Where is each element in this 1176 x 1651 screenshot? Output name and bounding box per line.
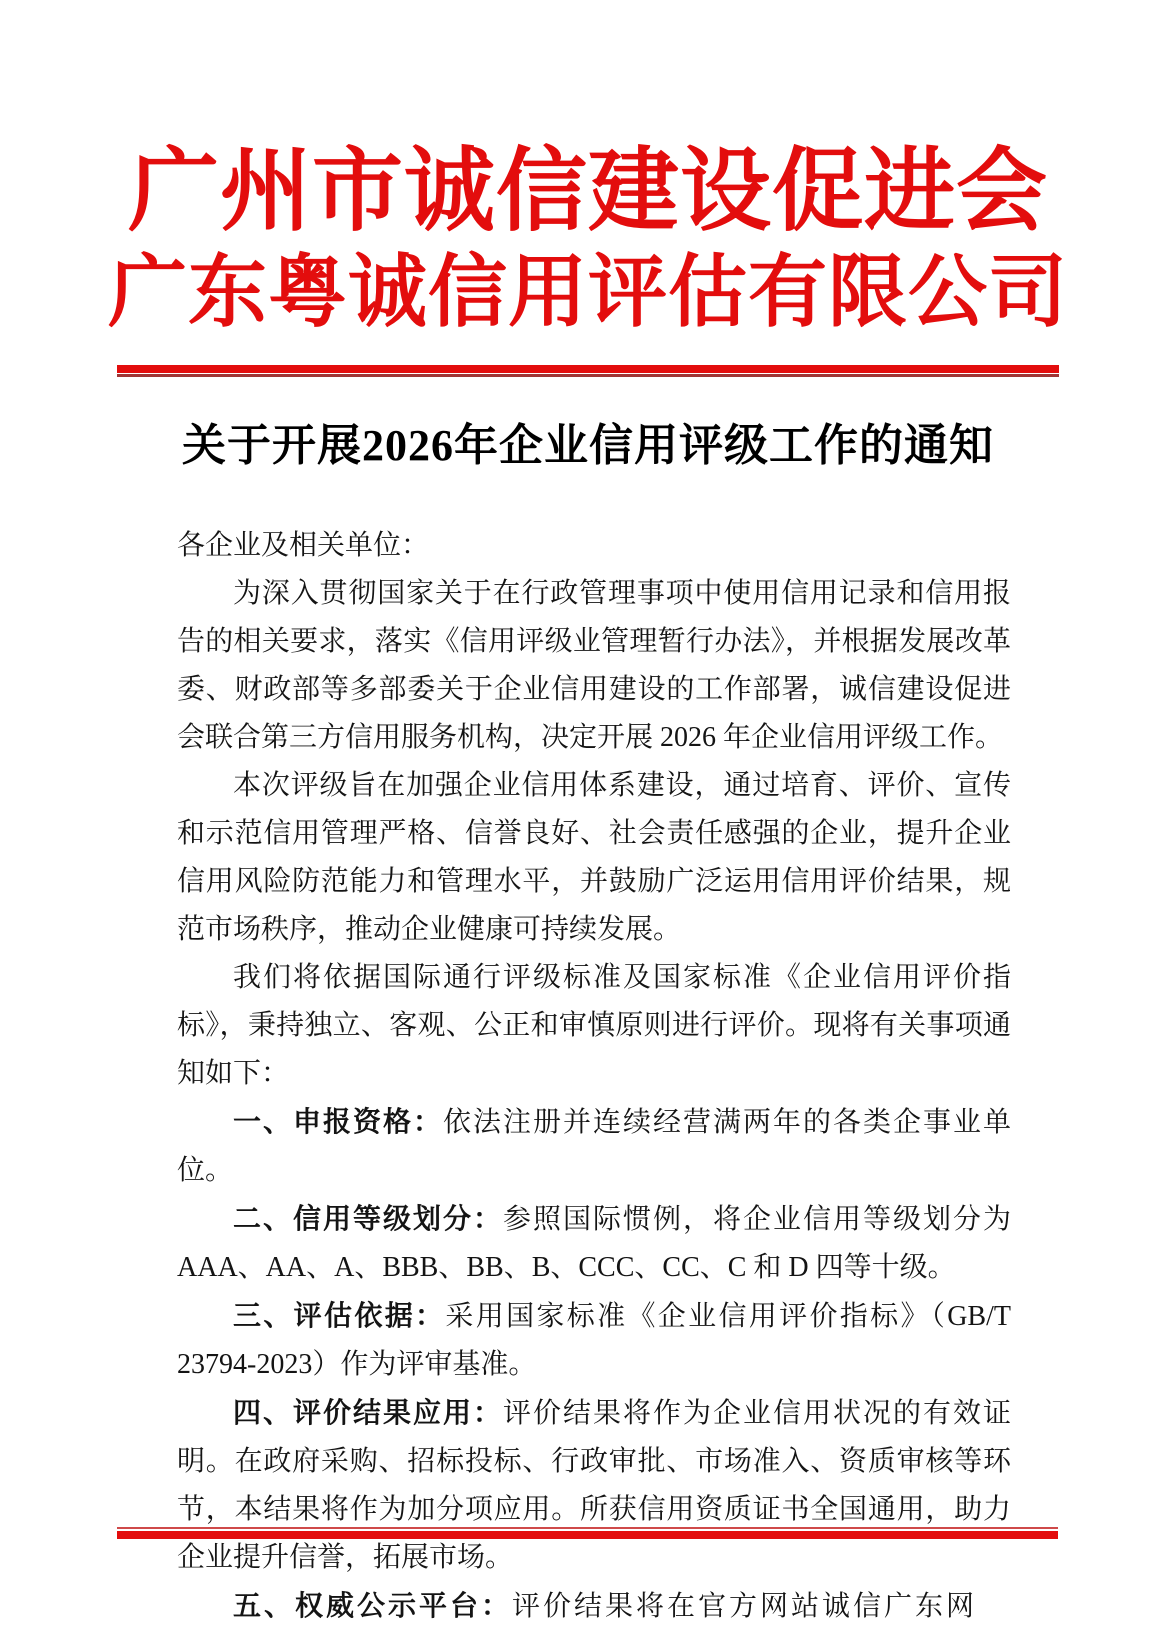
letterhead-org-line1: 广州市诚信建设促进会 — [127, 141, 1048, 242]
paragraph-text: 依法注册并连续经营满两年的各类企事业单位。 — [177, 1107, 1011, 1186]
paragraph-text: 我们将依据国际通行评级标准及国家标准《企业信用评价指标》，秉持独立、客观、公正和审慎原则进行评价。现将有关事项通知如下： — [177, 962, 1011, 1089]
paragraph-text: 本次评级旨在加强企业信用体系建设，通过培育、评价、宣传和示范信用管理严格、信誉良好、社会责任感强的企业，提升企业信用风险防范能力和管理水平，并鼓励广泛运用信用评价结果，规范市场秩序，推动企业健康可持续发展。 — [177, 770, 1011, 945]
header-separator-rule — [117, 365, 1059, 377]
document-body — [177, 522, 1011, 1631]
section-label: 五、权威公示平台： — [233, 1590, 513, 1621]
header-rule-thick-line — [117, 365, 1059, 373]
body-paragraph — [177, 762, 1011, 954]
paragraph-text: 采用国家标准《企业信用评价指标》（GB/T 23794-2023）作为评审基准。 — [177, 1301, 1011, 1380]
section-label: 二、信用等级划分： — [233, 1203, 503, 1234]
paragraph-text: 评价结果将在官方网站诚信广东网 — [512, 1591, 978, 1622]
body-paragraph-section-1 — [177, 1098, 1011, 1195]
section-label: 三、评估依据： — [233, 1300, 446, 1331]
letterhead-org-line2: 广东粤诚信用评估有限公司 — [108, 250, 1068, 337]
body-paragraph-section-3 — [177, 1292, 1011, 1389]
body-paragraph-section-2 — [177, 1195, 1011, 1292]
body-paragraph — [177, 570, 1011, 762]
page-title: 关于开展2026年企业信用评级工作的通知 — [182, 421, 994, 470]
paragraph-text: 参照国际惯例，将企业信用等级划分为 AAA、AA、A、BBB、BB、B、CCC、CC、C 和 D 四等十级。 — [177, 1204, 1011, 1283]
paragraph-text: 为深入贯彻国家关于在行政管理事项中使用信用记录和信用报告的相关要求，落实《信用评级业管理暂行办法》，并根据发展改革委、财政部等多部委关于企业信用建设的工作部署，诚信建设促进会联合第三方信用服务机构，决定开展 2026 年企业信用评级工作。 — [177, 578, 1011, 753]
section-label: 一、申报资格： — [233, 1106, 443, 1137]
footer-rule-thick-line — [117, 1531, 1058, 1539]
section-label: 四、评价结果应用： — [233, 1397, 503, 1428]
header-rule-thin-line — [117, 374, 1059, 377]
body-paragraph-section-5 — [177, 1582, 1011, 1631]
body-paragraph — [177, 954, 1011, 1098]
body-paragraph-section-4 — [177, 1389, 1011, 1582]
paragraph-text: 评价结果将作为企业信用状况的有效证明。在政府采购、招标投标、行政审批、市场准入、资质审核等环节，本结果将作为加分项应用。所获信用资质证书全国通用，助力企业提升信誉，拓展市场。 — [177, 1398, 1011, 1573]
footer-separator-rule — [117, 1527, 1058, 1539]
salutation: 各企业及相关单位： — [177, 530, 430, 561]
letterhead — [0, 138, 1176, 342]
